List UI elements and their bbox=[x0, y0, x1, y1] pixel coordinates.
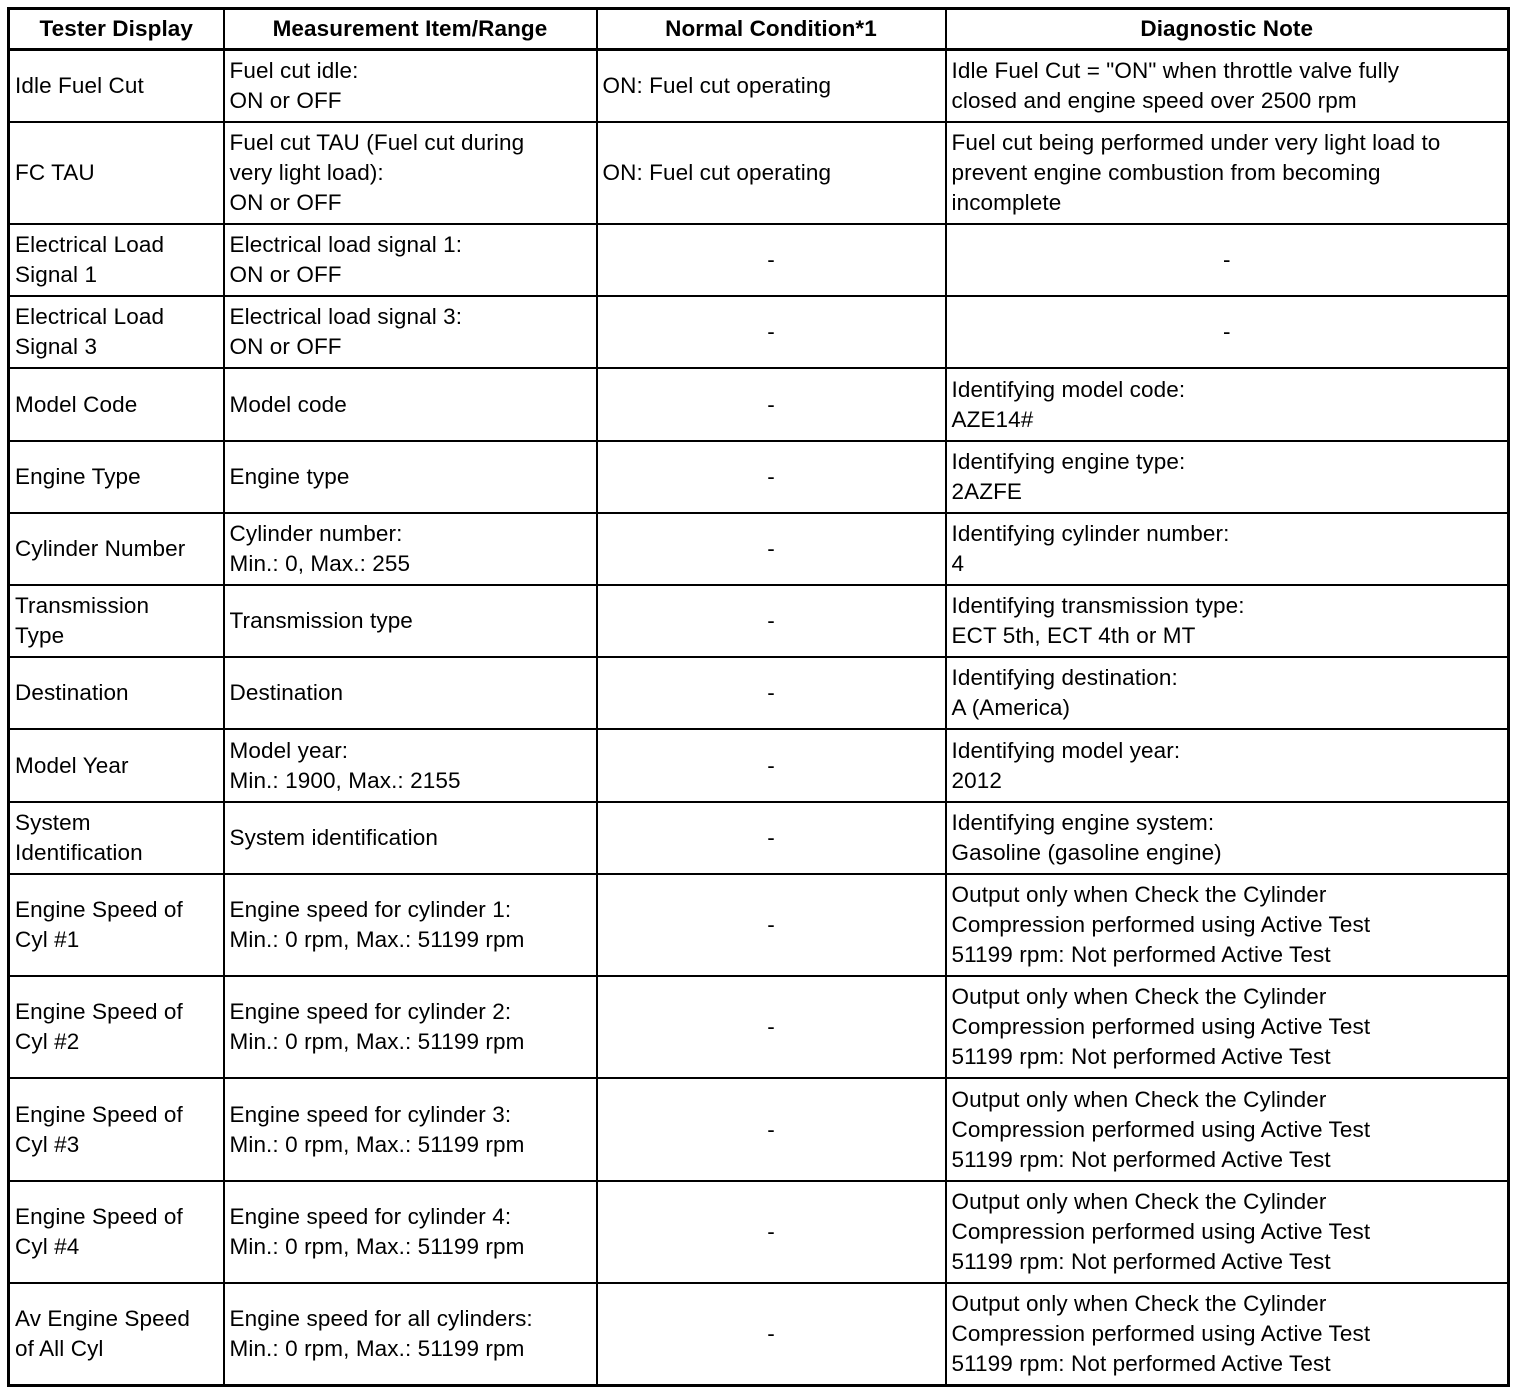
cell-text-line: Av Engine Speed bbox=[15, 1306, 190, 1331]
cell-normal-condition bbox=[597, 657, 946, 729]
cell-diagnostic-note bbox=[946, 874, 1509, 976]
cell-text-line: Compression performed using Active Test bbox=[951, 1116, 1371, 1142]
cell-text-line: Engine type bbox=[229, 463, 350, 489]
data-list-table bbox=[7, 7, 1510, 1387]
cell-text-line: ON or OFF bbox=[229, 334, 342, 360]
cell-text-line: Compression performed using Active Test bbox=[951, 911, 1371, 937]
cell-text-line: 2012 bbox=[951, 767, 1002, 793]
cell-tester-display bbox=[9, 368, 224, 440]
cell-text-line: Model Year bbox=[15, 752, 129, 778]
cell-text-line: 51199 rpm: Not performed Active Test bbox=[951, 1351, 1331, 1376]
cell-text-line: Min.: 0, Max.: 255 bbox=[229, 550, 411, 576]
cell-text-line: Model Code bbox=[15, 391, 138, 417]
table-row bbox=[9, 513, 1509, 585]
cell-normal-condition bbox=[597, 874, 946, 976]
cell-text-line: Identifying model code: bbox=[951, 376, 1186, 402]
cell-measurement-item bbox=[224, 1078, 597, 1180]
cell-measurement-item bbox=[224, 513, 597, 585]
cell-text-line: Model code bbox=[229, 391, 347, 417]
cell-text-line: Identifying destination: bbox=[951, 665, 1178, 691]
table-row bbox=[9, 585, 1509, 657]
cell-text-line: Min.: 0 rpm, Max.: 51199 rpm bbox=[229, 926, 525, 952]
cell-diagnostic-note bbox=[946, 122, 1509, 224]
cell-normal-condition bbox=[597, 1181, 946, 1283]
header-diagnostic-note: Diagnostic Note bbox=[946, 9, 1509, 50]
cell-text-line: Electrical Load bbox=[15, 304, 165, 330]
cell-text-line: - bbox=[767, 752, 775, 778]
table-body bbox=[9, 50, 1509, 1386]
cell-text-line: Gasoline (gasoline engine) bbox=[951, 839, 1222, 865]
cell-normal-condition bbox=[597, 1078, 946, 1180]
cell-text-line: Identification bbox=[15, 839, 143, 865]
cell-normal-condition bbox=[597, 441, 946, 513]
cell-text-line: Compression performed using Active Test bbox=[951, 1014, 1371, 1040]
cell-normal-condition bbox=[597, 224, 946, 296]
cell-text-line: Cyl #3 bbox=[15, 1131, 80, 1157]
cell-text-line: AZE14# bbox=[951, 406, 1034, 432]
cell-text-line: Output only when Check the Cylinder bbox=[951, 881, 1327, 907]
cell-diagnostic-note bbox=[946, 657, 1509, 729]
cell-text-line: Type bbox=[15, 623, 65, 649]
cell-text-line: ON or OFF bbox=[229, 189, 342, 215]
cell-text-line: - bbox=[767, 391, 775, 417]
cell-measurement-item bbox=[224, 976, 597, 1078]
cell-measurement-item bbox=[224, 368, 597, 440]
cell-measurement-item bbox=[224, 585, 597, 657]
cell-text-line: System identification bbox=[229, 824, 438, 850]
cell-tester-display bbox=[9, 802, 224, 874]
table-row bbox=[9, 1181, 1509, 1283]
cell-text-line: - bbox=[767, 1116, 775, 1142]
table-row bbox=[9, 802, 1509, 874]
cell-text-line: - bbox=[767, 1218, 775, 1244]
cell-text-line: - bbox=[1222, 247, 1231, 273]
cell-text-line: 51199 rpm: Not performed Active Test bbox=[951, 1248, 1331, 1274]
cell-text-line: Identifying transmission type: bbox=[951, 593, 1245, 619]
header-row bbox=[9, 9, 1509, 50]
cell-text-line: - bbox=[767, 319, 775, 345]
table-row bbox=[9, 368, 1509, 440]
cell-normal-condition bbox=[597, 122, 946, 224]
cell-text-line: Compression performed using Active Test bbox=[951, 1218, 1371, 1244]
cell-text-line: Output only when Check the Cylinder bbox=[951, 1086, 1327, 1112]
cell-diagnostic-note bbox=[946, 296, 1509, 368]
cell-normal-condition bbox=[597, 50, 946, 122]
cell-diagnostic-note bbox=[946, 441, 1509, 513]
cell-text-line: - bbox=[767, 1321, 775, 1346]
cell-text-line: System bbox=[15, 809, 91, 835]
cell-text-line: Engine speed for cylinder 4: bbox=[229, 1203, 512, 1229]
table-row bbox=[9, 976, 1509, 1078]
cell-diagnostic-note bbox=[946, 368, 1509, 440]
cell-text-line: FC TAU bbox=[15, 159, 95, 185]
cell-text-line: Cyl #2 bbox=[15, 1029, 80, 1055]
cell-text-line: 51199 rpm: Not performed Active Test bbox=[951, 1146, 1331, 1172]
cell-tester-display bbox=[9, 1181, 224, 1283]
cell-measurement-item bbox=[224, 657, 597, 729]
cell-tester-display bbox=[9, 296, 224, 368]
cell-text-line: Engine speed for cylinder 2: bbox=[229, 999, 512, 1025]
cell-text-line: Min.: 0 rpm, Max.: 51199 rpm bbox=[229, 1131, 525, 1157]
cell-measurement-item bbox=[224, 50, 597, 122]
cell-text-line: Electrical Load bbox=[15, 232, 165, 258]
cell-diagnostic-note bbox=[946, 729, 1509, 801]
cell-text-line: Engine Type bbox=[15, 463, 141, 489]
cell-tester-display bbox=[9, 50, 224, 122]
cell-normal-condition bbox=[597, 1283, 946, 1385]
cell-text-line: Destination bbox=[15, 680, 129, 706]
cell-tester-display bbox=[9, 729, 224, 801]
cell-measurement-item bbox=[224, 874, 597, 976]
cell-normal-condition bbox=[597, 368, 946, 440]
cell-text-line: Output only when Check the Cylinder bbox=[951, 984, 1327, 1010]
cell-text-line: Cyl #4 bbox=[15, 1233, 80, 1259]
cell-text-line: Output only when Check the Cylinder bbox=[951, 1188, 1327, 1214]
table-row bbox=[9, 224, 1509, 296]
table-header bbox=[9, 9, 1509, 50]
cell-text-line: Engine speed for all cylinders: bbox=[229, 1306, 533, 1331]
cell-text-line: - bbox=[767, 463, 775, 489]
header-normal-condition: Normal Condition*1 bbox=[597, 9, 946, 50]
cell-text-line: - bbox=[767, 247, 775, 273]
cell-tester-display bbox=[9, 874, 224, 976]
cell-diagnostic-note bbox=[946, 1181, 1509, 1283]
cell-normal-condition bbox=[597, 513, 946, 585]
cell-diagnostic-note bbox=[946, 976, 1509, 1078]
cell-text-line: Cylinder Number bbox=[15, 535, 186, 561]
cell-measurement-item bbox=[224, 441, 597, 513]
cell-measurement-item bbox=[224, 802, 597, 874]
cell-text-line: Identifying engine system: bbox=[951, 809, 1215, 835]
cell-text-line: ON or OFF bbox=[229, 87, 342, 113]
cell-text-line: of All Cyl bbox=[15, 1336, 104, 1361]
cell-text-line: 2AZFE bbox=[951, 478, 1023, 504]
cell-text-line: very light load): bbox=[229, 159, 384, 185]
cell-text-line: Min.: 0 rpm, Max.: 51199 rpm bbox=[229, 1029, 525, 1055]
cell-text-line: Fuel cut being performed under very light load to bbox=[951, 129, 1441, 155]
cell-text-line: prevent engine combustion from becoming bbox=[951, 159, 1381, 185]
cell-measurement-item bbox=[224, 224, 597, 296]
cell-text-line: Engine speed for cylinder 3: bbox=[229, 1101, 512, 1127]
cell-text-line: Cyl #1 bbox=[15, 926, 80, 952]
cell-tester-display bbox=[9, 122, 224, 224]
table-row bbox=[9, 296, 1509, 368]
cell-text-line: Fuel cut idle: bbox=[229, 57, 359, 83]
cell-text-line: Engine Speed of bbox=[15, 999, 183, 1025]
cell-text-line: 51199 rpm: Not performed Active Test bbox=[951, 941, 1331, 967]
cell-tester-display bbox=[9, 441, 224, 513]
cell-text-line: Identifying model year: bbox=[951, 737, 1181, 763]
cell-text-line: Model year: bbox=[229, 737, 349, 763]
cell-text-line: Electrical load signal 1: bbox=[229, 232, 463, 258]
table-row bbox=[9, 1283, 1509, 1385]
cell-tester-display bbox=[9, 513, 224, 585]
cell-text-line: Fuel cut TAU (Fuel cut during bbox=[229, 129, 525, 155]
cell-text-line: incomplete bbox=[951, 189, 1062, 215]
cell-diagnostic-note bbox=[946, 513, 1509, 585]
cell-measurement-item bbox=[224, 296, 597, 368]
cell-text-line: Identifying cylinder number: bbox=[951, 520, 1230, 546]
header-measurement-item-range: Measurement Item/Range bbox=[224, 9, 597, 50]
cell-normal-condition bbox=[597, 585, 946, 657]
table-row bbox=[9, 874, 1509, 976]
table-row bbox=[9, 657, 1509, 729]
cell-text-line: ON: Fuel cut operating bbox=[602, 159, 832, 185]
table-row bbox=[9, 1078, 1509, 1180]
table-row bbox=[9, 50, 1509, 122]
cell-normal-condition bbox=[597, 296, 946, 368]
cell-text-line: Transmission type bbox=[229, 608, 413, 634]
cell-diagnostic-note bbox=[946, 585, 1509, 657]
cell-diagnostic-note bbox=[946, 50, 1509, 122]
cell-text-line: - bbox=[767, 608, 775, 634]
cell-diagnostic-note bbox=[946, 224, 1509, 296]
cell-normal-condition bbox=[597, 729, 946, 801]
table-row bbox=[9, 441, 1509, 513]
cell-text-line: Electrical load signal 3: bbox=[229, 304, 463, 330]
cell-measurement-item bbox=[224, 1283, 597, 1385]
cell-text-line: Destination bbox=[229, 680, 344, 706]
cell-text-line: Engine Speed of bbox=[15, 896, 183, 922]
cell-text-line: Identifying engine type: bbox=[951, 448, 1186, 474]
cell-tester-display bbox=[9, 976, 224, 1078]
table-row bbox=[9, 729, 1509, 801]
cell-text-line: - bbox=[1222, 319, 1231, 345]
cell-measurement-item bbox=[224, 729, 597, 801]
cell-tester-display bbox=[9, 657, 224, 729]
cell-text-line: - bbox=[767, 1014, 775, 1040]
cell-text-line: ON: Fuel cut operating bbox=[602, 72, 832, 98]
cell-text-line: Output only when Check the Cylinder bbox=[951, 1291, 1327, 1316]
cell-text-line: Signal 3 bbox=[15, 334, 98, 360]
cell-text-line: Compression performed using Active Test bbox=[951, 1321, 1371, 1346]
cell-diagnostic-note bbox=[946, 1283, 1509, 1385]
cell-text-line: Engine Speed of bbox=[15, 1203, 183, 1229]
cell-text-line: Min.: 0 rpm, Max.: 51199 rpm bbox=[229, 1233, 525, 1259]
cell-text-line: - bbox=[767, 680, 775, 706]
cell-measurement-item bbox=[224, 1181, 597, 1283]
table-row bbox=[9, 122, 1509, 224]
cell-text-line: Min.: 0 rpm, Max.: 51199 rpm bbox=[229, 1336, 525, 1361]
cell-text-line: Min.: 1900, Max.: 2155 bbox=[229, 767, 461, 793]
cell-text-line: Idle Fuel Cut bbox=[15, 72, 144, 98]
cell-normal-condition bbox=[597, 802, 946, 874]
cell-text-line: A (America) bbox=[951, 695, 1071, 721]
cell-tester-display bbox=[9, 585, 224, 657]
cell-text-line: Idle Fuel Cut = "ON" when throttle valve fully bbox=[951, 57, 1400, 83]
cell-tester-display bbox=[9, 1078, 224, 1180]
cell-text-line: Transmission bbox=[15, 593, 150, 619]
cell-text-line: Engine Speed of bbox=[15, 1101, 183, 1127]
cell-text-line: - bbox=[767, 824, 775, 850]
cell-text-line: 51199 rpm: Not performed Active Test bbox=[951, 1044, 1331, 1070]
cell-text-line: Cylinder number: bbox=[229, 520, 403, 546]
cell-tester-display bbox=[9, 1283, 224, 1385]
cell-normal-condition bbox=[597, 976, 946, 1078]
cell-text-line: ECT 5th, ECT 4th or MT bbox=[951, 623, 1196, 649]
header-tester-display: Tester Display bbox=[9, 9, 224, 50]
cell-text-line: Signal 1 bbox=[15, 262, 98, 288]
cell-diagnostic-note bbox=[946, 802, 1509, 874]
cell-text-line: Engine speed for cylinder 1: bbox=[229, 896, 512, 922]
cell-measurement-item bbox=[224, 122, 597, 224]
cell-text-line: ON or OFF bbox=[229, 262, 342, 288]
cell-text-line: closed and engine speed over 2500 rpm bbox=[951, 87, 1357, 113]
cell-text-line: - bbox=[767, 535, 775, 561]
cell-text-line: - bbox=[767, 911, 775, 937]
cell-tester-display bbox=[9, 224, 224, 296]
cell-text-line: 4 bbox=[951, 550, 965, 576]
cell-diagnostic-note bbox=[946, 1078, 1509, 1180]
